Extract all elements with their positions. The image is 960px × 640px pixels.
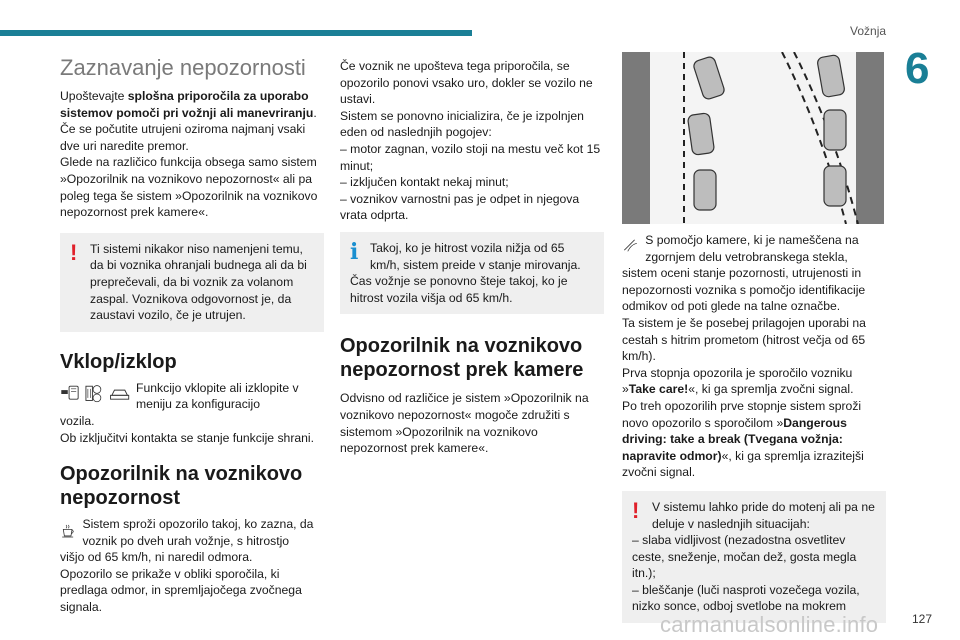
list-item: – motor zagnan, vozilo stoji na mestu več kot 15 minut; xyxy=(340,141,601,173)
page-number: 127 xyxy=(912,612,933,626)
watermark: carmanualsonline.info xyxy=(660,612,879,637)
paragraph: Če voznik ne upošteva tega priporočila, se opozorilo ponovi vsako uro, dokler se vozilo ne ustavi. xyxy=(340,59,593,107)
warning-text: Ti sistemi nikakor niso namenjeni temu, da bi voznika ohranjali budnega ali da bi preprečevali, da bi voznik za volanom zaspal. Voznikova odgovornost je, da zaustavi vozilo, če je utrujen. xyxy=(90,241,307,323)
heading-kamera: Opozorilnik na voznikovo nepozornost prek kamere xyxy=(340,335,584,382)
column-1 xyxy=(60,54,324,616)
paragraph: Ta sistem je še posebej prilagojen uporabi na cestah s hitrim prometom (hitrost večja od 65 km/h). xyxy=(622,315,866,364)
heading-opozorilnik: Opozorilnik na voznikovo nepozornost xyxy=(60,463,303,510)
paragraph: Opozorilo se prikaže v obliki sporočila, ki predlaga odmor, in spremljajočega zvočnega signala. xyxy=(60,566,302,615)
vklop-text: Funkcijo vklopite ali izklopite v meniju za konfiguracijo xyxy=(136,380,299,412)
list-item: – voznikov varnostni pas je odpet in njegova vrata odprta. xyxy=(340,191,580,223)
warning-icon: ! xyxy=(632,497,640,523)
config-menu-icon xyxy=(60,380,130,408)
heading-vklop: Vklop/izklop xyxy=(60,350,177,373)
paragraph: Sistem se ponovno inicializira, če je izpolnjen eden od naslednjih pogojev: xyxy=(340,108,584,140)
camera-drowsiness-icon xyxy=(622,232,639,258)
coffee-cup-icon xyxy=(60,516,76,546)
intro-paragraph: Upoštevajte splošna priporočila za uporabo sistemov pomoči pri vožnji ali manevriranju. xyxy=(60,89,317,120)
info-box xyxy=(340,232,604,314)
paragraph: sistem oceni stanje pozornosti, utrujenosti in nepozornosti voznika s pomočjo identifikacije odmikov od poti glede na talne označbe. xyxy=(622,266,866,314)
warning-box xyxy=(60,233,324,332)
paragraph: Odvisno od različice je sistem »Opozorilnik na voznikovo nepozornost« mogoče združiti s sistemom »Opozorilnik na voznikovo nepozornost prek kamere«. xyxy=(340,391,589,456)
chapter-number: 6 xyxy=(905,44,930,93)
column-2 xyxy=(340,58,604,457)
paragraph: višjo od 65 km/h, ni naredil odmora. xyxy=(60,550,253,565)
warning-text: V sistemu lahko pride do motenj ali pa ne deluje v naslednjih situacijah: xyxy=(652,499,875,531)
warning-box-2 xyxy=(622,491,886,623)
vklop-row xyxy=(60,380,324,413)
paragraph: Glede na različico funkcija obsega samo sistem »Opozorilnik na voznikovo nepozornost« ali pa poleg tega še sistem »Opozorilnik na voznikovo nepozornost prek kamere«. xyxy=(60,155,318,220)
paragraph: Ob izključitvi kontakta se stanje funkcije shrani. xyxy=(60,430,315,445)
info-text-2: Čas vožnje se ponovno šteje takoj, ko je hitrost vozila višja od 65 km/h. xyxy=(350,274,568,305)
camera-row xyxy=(622,232,886,265)
opoz-text: Sistem sproži opozorilo takoj, ko zazna, da voznik po dveh urah vožnje, s hitrostjo xyxy=(82,517,314,548)
header-accent-bar xyxy=(0,30,472,36)
paragraph: vozila. xyxy=(60,413,95,428)
opoz-row xyxy=(60,516,324,549)
info-text: Takoj, ko je hitrost vozila nižja od 65 km/h, sistem preide v stanje mirovanja. xyxy=(370,240,581,272)
section-title: Vožnja xyxy=(850,24,887,38)
column-3 xyxy=(622,232,886,623)
list-item: – bleščanje (luči nasproti vozečega vozila, nizko sonce, odboj svetlobe na mokrem xyxy=(632,582,860,614)
lane-drift-illustration xyxy=(622,52,884,224)
list-item: – izključen kontakt nekaj minut; xyxy=(340,175,509,190)
paragraph: Če se počutite utrujeni oziroma najmanj vsaki dve uri naredite premor. xyxy=(60,122,306,153)
page-title: Zaznavanje nepozornosti xyxy=(60,55,306,80)
info-icon: i xyxy=(350,238,359,265)
camera-text: S pomočjo kamere, ki je nameščena na zgornjem delu vetrobranskega stekla, xyxy=(645,233,859,264)
paragraph: Po treh opozorilih prve stopnje sistem sproži novo opozorilo s sporočilom »Dangerous driving: take a break (Tvegana vožnja: napravite odmor)«, ki ga spremlja izrazitejši zvočni signal. xyxy=(622,398,864,480)
paragraph: Prva stopnja opozorila je sporočilo vozniku »Take care!«, ki ga spremlja zvočni signal. xyxy=(622,365,854,397)
list-item: – slaba vidljivost (nezadostna osvetlitev ceste, sneženje, močan dež, gosta megla itn.); xyxy=(632,533,857,581)
warning-icon: ! xyxy=(70,239,78,265)
